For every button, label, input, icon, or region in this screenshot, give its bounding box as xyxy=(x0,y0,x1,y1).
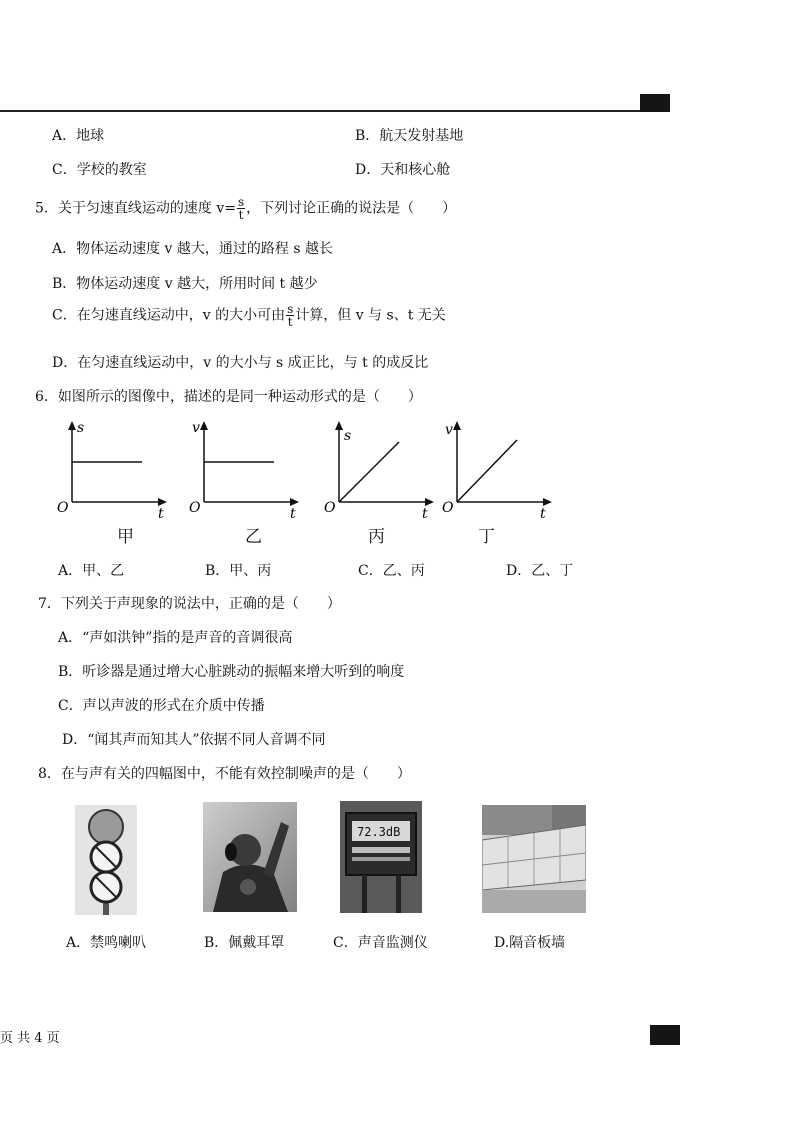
q5-option-a: A．物体运动速度 v 越大，通过的路程 s 越长 xyxy=(52,241,334,257)
graph-jia-x-arrow xyxy=(158,498,167,506)
q8-caption-b: B．佩戴耳罩 xyxy=(204,935,285,951)
earmuff-icon xyxy=(225,843,237,861)
q5-stem-after: ，下列讨论正确的说法是（ ） xyxy=(246,200,457,217)
monitor-post-right xyxy=(396,875,401,913)
road-surface xyxy=(482,890,586,913)
q5-velocity-fraction xyxy=(237,196,245,221)
graph-bing-caption: 丙 xyxy=(368,527,385,547)
graph-yi-origin: O xyxy=(189,500,201,516)
graph-bing-xlabel: t xyxy=(422,506,428,518)
graph-bing-y-arrow xyxy=(335,421,343,430)
corner-mark-bottom xyxy=(650,1025,680,1045)
graph-jia-ylabel: s xyxy=(77,420,85,436)
graph-ding-xlabel: t xyxy=(540,506,546,518)
q5-option-c-frac-den: t xyxy=(287,315,293,329)
graph-ding-ylabel: v xyxy=(445,422,453,438)
q6-option-c: C．乙、丙 xyxy=(358,563,425,579)
graph-yi-x-arrow xyxy=(290,498,299,506)
no-horn-sign-photo xyxy=(75,805,137,915)
q5-option-c-after: 计算，但 v 与 s、t 无关 xyxy=(295,307,446,324)
q7-stem: 7．下列关于声现象的说法中，正确的是（ ） xyxy=(38,596,341,612)
q4-option-a: A．地球 xyxy=(52,128,105,144)
graph-jia-xlabel: t xyxy=(158,506,164,518)
q5-frac-num: s xyxy=(238,195,245,209)
q6-option-b: B．甲、丙 xyxy=(205,563,272,579)
q5-option-c-fraction xyxy=(286,303,294,328)
graph-yi-ylabel: v xyxy=(192,420,200,436)
graph-jia xyxy=(55,418,175,518)
graph-yi-xlabel: t xyxy=(290,506,296,518)
q5-option-d: D．在匀速直线运动中，v 的大小与 s 成正比，与 t 的成反比 xyxy=(52,355,429,371)
graph-jia-origin: O xyxy=(57,500,69,516)
q7-option-a: A．“声如洪钟”指的是声音的音调很高 xyxy=(58,630,293,646)
q6-option-d: D．乙、丁 xyxy=(506,563,574,579)
page-footer: 页 共 4 页 xyxy=(0,1031,60,1046)
earmuffs-photo xyxy=(203,802,297,912)
graph-ding-y-arrow xyxy=(453,421,461,430)
q6-option-a: A．甲、乙 xyxy=(58,563,125,579)
top-rule xyxy=(0,110,640,112)
graph-yi-caption: 乙 xyxy=(245,527,262,547)
graph-bing-ylabel: s xyxy=(344,428,352,444)
q4-option-b: B．航天发射基地 xyxy=(355,128,464,144)
q8-caption-d: D.隔音板墙 xyxy=(494,935,566,951)
q7-option-c: C．声以声波的形式在介质中传播 xyxy=(58,698,265,714)
q5-stem-before: 5．关于匀速直线运动的速度 v= xyxy=(35,200,236,217)
graph-jia-y-arrow xyxy=(68,421,76,430)
graph-ding-line xyxy=(457,440,517,502)
corner-mark-top xyxy=(640,94,670,112)
q8-caption-c: C．声音监测仪 xyxy=(333,935,428,951)
graph-yi xyxy=(187,418,307,518)
graph-ding xyxy=(440,418,560,518)
graph-bing-origin: O xyxy=(324,500,336,516)
q5-option-c-frac-num: s xyxy=(287,302,294,316)
q5-option-c-before: C．在匀速直线运动中，v 的大小可由 xyxy=(52,307,286,324)
q5-option-b: B．物体运动速度 v 越大，所用时间 t 越少 xyxy=(52,276,318,292)
q7-option-b: B．听诊器是通过增大心脏跳动的振幅来增大听到的响度 xyxy=(58,664,405,680)
q8-caption-a: A．禁鸣喇叭 xyxy=(66,935,147,951)
graph-ding-x-arrow xyxy=(543,498,552,506)
graph-ding-origin: O xyxy=(442,500,454,516)
q8-stem: 8．在与声有关的四幅图中，不能有效控制噪声的是（ ） xyxy=(38,766,411,782)
q4-option-c: C．学校的教室 xyxy=(52,162,147,178)
graph-bing-line xyxy=(339,442,399,502)
q4-option-d: D．天和核心舱 xyxy=(355,162,451,178)
graph-ding-caption: 丁 xyxy=(478,527,495,547)
graph-yi-y-arrow xyxy=(200,421,208,430)
sign-top-disc xyxy=(89,810,123,844)
q7-option-d: D．“闻其声而知其人”依据不同人音调不同 xyxy=(62,732,326,748)
graph-jia-caption: 甲 xyxy=(117,527,134,547)
monitor-reading: 72.3dB xyxy=(357,825,401,839)
graph-bing xyxy=(322,418,442,518)
q5-frac-den: t xyxy=(238,208,244,222)
graph-bing-x-arrow xyxy=(425,498,434,506)
soundproof-wall-photo xyxy=(482,805,586,913)
q5-stem xyxy=(35,196,456,221)
monitor-post-left xyxy=(362,875,367,913)
noise-monitor-photo xyxy=(340,801,422,913)
q5-option-c xyxy=(52,303,446,328)
q6-stem: 6．如图所示的图像中，描述的是同一种运动形式的是（ ） xyxy=(35,389,422,405)
